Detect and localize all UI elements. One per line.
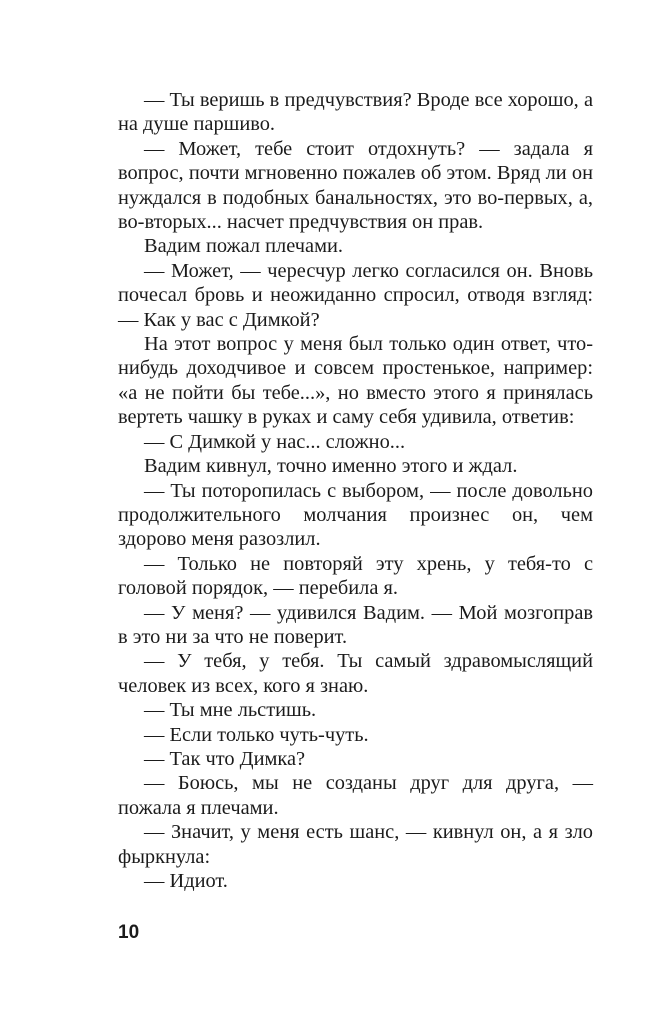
- paragraph-9: — Только не повторяй эту хрень, у тебя-то с головой порядок, — перебила я.: [118, 552, 593, 600]
- paragraph-5: На этот вопрос у меня был только один ответ, что-нибудь доходчивое и совсем простенькое, например: «а не пойти бы тебе...», но вместо этого я принялась вертеть чашку в руках и саму себя удивила, ответив:: [118, 333, 593, 429]
- paragraph-1: — Ты веришь в предчувствия? Вроде все хорошо, а на душе паршиво.: [118, 89, 593, 136]
- paragraph-15: — Боюсь, мы не созданы друг для друга, — пожала я плечами.: [118, 772, 593, 819]
- paragraph-3: Вадим пожал плечами.: [144, 235, 343, 258]
- paragraph-12: — Ты мне льстишь.: [144, 699, 317, 722]
- paragraph-6: — С Димкой у нас... сложно...: [144, 430, 406, 453]
- paragraph-2: — Может, тебе стоит отдохнуть? — задала я вопрос, почти мгновенно пожалев об этом. Вряд ли он нуждался в подобных банальностях, это во-первых, а, во-вторых... насчет предчувствия он прав.: [118, 137, 593, 234]
- paragraph-14: — Так что Димка?: [144, 747, 306, 770]
- paragraph-16: — Значит, у меня есть шанс, — кивнул он, а я зло фыркнула:: [118, 821, 593, 868]
- paragraph-13: — Если только чуть-чуть.: [144, 723, 369, 746]
- page-number: 10: [118, 922, 140, 943]
- body-text: [118, 88, 593, 893]
- paragraph-17: — Идиот.: [144, 870, 228, 892]
- paragraph-10: — У меня? — удивился Вадим. — Мой мозгоправ в это ни за что не поверит.: [118, 601, 593, 648]
- paragraph-11: — У тебя, у тебя. Ты самый здравомыслящий человек из всех, кого я знаю.: [118, 650, 593, 697]
- paragraph-7: Вадим кивнул, точно именно этого и ждал.: [144, 455, 518, 478]
- paragraph-4: — Может, — чересчур легко согласился он. Вновь почесал бровь и неожиданно спросил, отводя взгляд: — Как у вас с Димкой?: [118, 259, 593, 331]
- paragraph-8: — Ты поторопилась с выбором, — после довольно продолжительного молчания произнес он, чем здорово меня разозлил.: [118, 479, 593, 551]
